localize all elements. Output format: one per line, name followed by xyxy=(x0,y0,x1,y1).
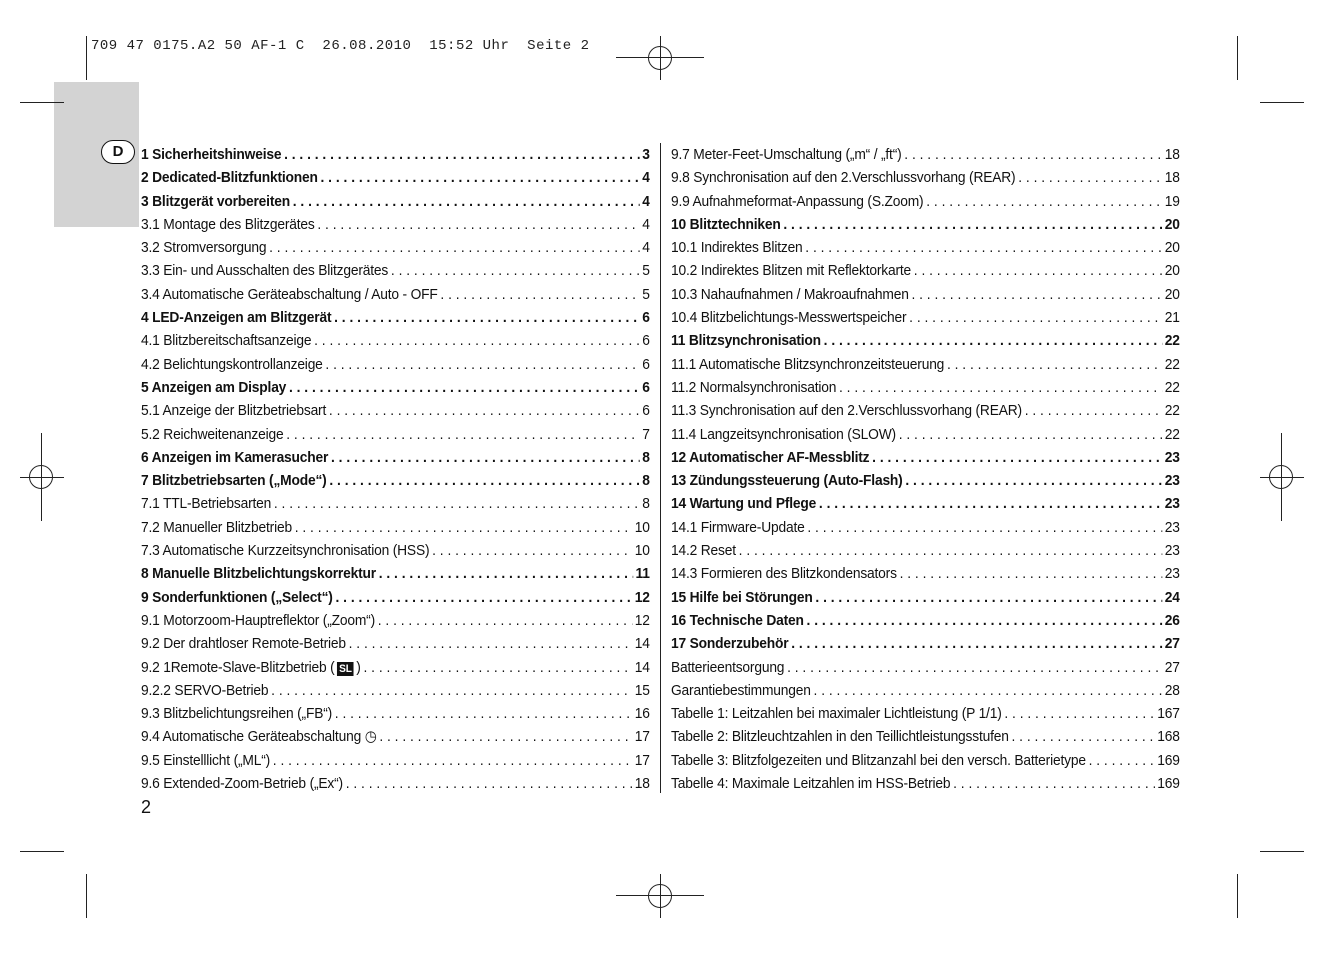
dot-leader xyxy=(739,539,1162,562)
print-header: 709 47 0175.A2 50 AF-1 C 26.08.2010 15:52 Uhr Seite 2 xyxy=(91,38,590,54)
toc-entry-page: 23 xyxy=(1164,448,1180,466)
toc-entry-title: 14.3 Formieren des Blitzkondensators xyxy=(671,565,897,583)
dot-leader xyxy=(926,190,1162,213)
toc-entry-title: 7.2 Manueller Blitzbetrieb xyxy=(141,518,292,536)
dot-leader xyxy=(284,143,639,166)
toc-entry xyxy=(141,772,650,795)
toc-entry-title: 5 Anzeigen am Display xyxy=(141,378,287,396)
toc-entry-page: 23 xyxy=(1164,518,1180,536)
dot-leader xyxy=(274,492,640,515)
dot-leader xyxy=(293,190,640,213)
toc-entry xyxy=(141,562,650,585)
toc-entry xyxy=(671,166,1180,189)
toc-entry xyxy=(141,399,650,422)
crop-mark xyxy=(20,851,64,852)
toc-entry-page: 8 xyxy=(642,448,650,466)
toc-entry xyxy=(671,446,1180,469)
dot-leader xyxy=(325,353,639,376)
toc-entry-title: 9.7 Meter-Feet-Umschaltung („m“ / „ft“) xyxy=(671,146,902,163)
toc-entry-title: 9.5 Einstelllicht („ML“) xyxy=(141,751,271,769)
toc-entry-title: Tabelle 4: Maximale Leitzahlen im HSS-Betrieb xyxy=(671,775,951,793)
registration-mark-icon xyxy=(648,884,672,908)
toc-entry-title: 10.1 Indirektes Blitzen xyxy=(671,239,803,257)
dot-leader xyxy=(346,772,632,795)
dot-leader xyxy=(807,516,1162,539)
dot-leader xyxy=(953,772,1154,795)
dot-leader xyxy=(271,679,632,702)
toc-entry xyxy=(141,236,650,259)
toc-entry xyxy=(671,423,1180,446)
dot-leader xyxy=(839,376,1162,399)
toc-entry-page: 10 xyxy=(634,542,650,560)
toc-entry xyxy=(671,469,1180,492)
toc-entry-title: 3 Blitzgerät vorbereiten xyxy=(141,192,290,210)
toc-entry-page: 8 xyxy=(642,495,650,513)
dot-leader xyxy=(911,283,1162,306)
toc-entry-title: 4.1 Blitzbereitschaftsanzeige xyxy=(141,332,312,350)
toc-entry xyxy=(671,236,1180,259)
toc-entry-title: 7.3 Automatische Kurzzeitsynchronisation (HSS) xyxy=(141,542,430,560)
toc-entry-title: 11.2 Normalsynchronisation xyxy=(671,378,837,396)
dot-leader xyxy=(819,492,1162,515)
dot-leader xyxy=(331,446,640,469)
toc-entry-page: 4 xyxy=(642,239,650,257)
toc-entry-title-suffix: ) xyxy=(356,658,361,676)
toc-entry xyxy=(141,283,650,306)
toc-entry-page: 15 xyxy=(634,681,650,699)
toc-entry xyxy=(671,632,1180,655)
toc-entry-page: 4 xyxy=(642,215,650,233)
toc-entry xyxy=(671,376,1180,399)
toc-entry-title: 15 Hilfe bei Störungen xyxy=(671,588,813,606)
dot-leader xyxy=(321,166,640,189)
toc-entry xyxy=(141,423,650,446)
dot-leader xyxy=(791,632,1162,655)
column-divider xyxy=(660,143,661,793)
toc-entry xyxy=(141,632,650,655)
toc-entry xyxy=(671,190,1180,213)
toc-entry-page: 168 xyxy=(1157,728,1180,746)
toc-entry xyxy=(141,656,650,679)
dot-leader xyxy=(440,283,639,306)
toc-entry-page: 18 xyxy=(1164,169,1180,187)
toc-entry-title: 9 Sonderfunktionen („Select“) xyxy=(141,588,333,606)
dot-leader xyxy=(295,516,632,539)
toc-entry xyxy=(671,586,1180,609)
dot-leader xyxy=(914,259,1162,282)
toc-entry xyxy=(671,306,1180,329)
toc-entry-page: 22 xyxy=(1164,425,1180,443)
toc-entry xyxy=(141,702,650,725)
toc-entry-title: 10.3 Nahaufnahmen / Makroaufnahmen xyxy=(671,285,909,303)
toc-entry-title: 4.2 Belichtungskontrollanzeige xyxy=(141,355,323,373)
toc-entry-title: 14.1 Firmware-Update xyxy=(671,518,805,536)
toc-entry-title: 6 Anzeigen im Kamerasucher xyxy=(141,448,329,466)
toc-entry xyxy=(671,562,1180,585)
registration-mark-icon xyxy=(1269,465,1293,489)
toc-entry-title: 1 Sicherheitshinweise xyxy=(141,146,282,163)
toc-entry-title: 13 Zündungssteuerung (Auto-Flash) xyxy=(671,472,903,490)
toc-entry xyxy=(671,656,1180,679)
toc-entry-page: 22 xyxy=(1164,378,1180,396)
toc-entry xyxy=(141,329,650,352)
dot-leader xyxy=(905,469,1162,492)
toc-entry xyxy=(141,166,650,189)
toc-entry xyxy=(671,143,1180,166)
toc-entry-page: 12 xyxy=(634,611,650,629)
dot-leader xyxy=(815,586,1162,609)
toc-entry-page: 10 xyxy=(634,518,650,536)
toc-entry-title: 10.2 Indirektes Blitzen mit Reflektorkarte xyxy=(671,262,912,280)
dot-leader xyxy=(379,562,633,585)
toc-entry xyxy=(671,679,1180,702)
toc-entry-title: 9.9 Aufnahmeformat-Anpassung (S.Zoom) xyxy=(671,192,924,210)
toc-entry xyxy=(671,749,1180,772)
toc-entry-title: 9.3 Blitzbelichtungsreihen („FB“) xyxy=(141,705,333,723)
dot-leader xyxy=(1018,166,1162,189)
dot-leader xyxy=(273,749,632,772)
toc-entry-title: 5.1 Anzeige der Blitzbetriebsart xyxy=(141,402,327,420)
toc-entry-title: 11 Blitzsynchronisation xyxy=(671,332,821,350)
toc-entry-page: 11 xyxy=(635,565,650,583)
slave-mode-icon: SL xyxy=(339,662,352,675)
dot-leader xyxy=(783,213,1162,236)
toc-entry-title: 7.1 TTL-Betriebsarten xyxy=(141,495,272,513)
toc-entry xyxy=(141,725,650,748)
toc-entry xyxy=(671,609,1180,632)
toc-entry xyxy=(671,492,1180,515)
toc-entry-page: 6 xyxy=(642,332,650,350)
toc-entry xyxy=(671,399,1180,422)
toc-entry xyxy=(141,469,650,492)
toc-entry-page: 5 xyxy=(642,262,650,280)
toc-entry xyxy=(141,306,650,329)
crop-mark xyxy=(1260,102,1304,103)
toc-entry-page: 23 xyxy=(1164,565,1180,583)
toc-entry xyxy=(141,516,650,539)
dot-leader xyxy=(286,423,639,446)
toc-entry-page: 22 xyxy=(1164,402,1180,420)
toc-entry-title: 5.2 Reichweitenanzeige xyxy=(141,425,284,443)
toc-entry-page: 6 xyxy=(642,378,650,396)
dot-leader xyxy=(314,329,639,352)
toc-entry xyxy=(671,353,1180,376)
toc-entry-title: 9.4 Automatische Geräteabschaltung ◷ xyxy=(141,728,377,746)
toc-entry-title: 9.6 Extended-Zoom-Betrieb („Ex“) xyxy=(141,775,343,793)
toc-entry-page: 14 xyxy=(634,635,650,653)
toc-entry xyxy=(141,376,650,399)
toc-entry-page: 167 xyxy=(1157,705,1180,723)
toc-entry-page: 12 xyxy=(634,588,650,606)
toc-entry xyxy=(141,492,650,515)
toc-entry-title: Tabelle 2: Blitzleuchtzahlen in den Teillichtleistungsstufen xyxy=(671,728,1009,746)
toc-entry xyxy=(671,259,1180,282)
toc-entry-page: 19 xyxy=(1164,192,1180,210)
toc-entry-page: 27 xyxy=(1164,635,1180,653)
toc-entry xyxy=(671,329,1180,352)
toc-entry-page: 27 xyxy=(1164,658,1180,676)
toc-entry-page: 14 xyxy=(634,658,650,676)
dot-leader xyxy=(909,306,1162,329)
toc-entry-page: 17 xyxy=(634,751,650,769)
toc-entry xyxy=(671,213,1180,236)
toc-entry-page: 18 xyxy=(1164,146,1180,163)
dot-leader xyxy=(335,702,632,725)
toc-entry-page: 4 xyxy=(642,169,650,187)
toc-entry xyxy=(671,283,1180,306)
toc-entry-title: 11.4 Langzeitsynchronisation (SLOW) xyxy=(671,425,896,443)
toc-entry-page: 18 xyxy=(634,775,650,793)
toc-entry-page: 22 xyxy=(1164,355,1180,373)
toc-entry xyxy=(141,539,650,562)
toc-entry-page: 16 xyxy=(634,705,650,723)
dot-leader xyxy=(363,656,632,679)
dot-leader xyxy=(805,236,1162,259)
toc-entry-page: 20 xyxy=(1164,262,1180,280)
toc-entry-title: 8 Manuelle Blitzbelichtungskorrektur xyxy=(141,565,376,583)
toc-entry xyxy=(671,702,1180,725)
toc-entry-page: 169 xyxy=(1157,751,1180,769)
toc-entry xyxy=(671,539,1180,562)
toc-entry-title: Tabelle 1: Leitzahlen bei maximaler Lichtleistung (P 1/1) xyxy=(671,705,1002,723)
dot-leader xyxy=(1089,749,1155,772)
toc-entry-page: 4 xyxy=(642,192,650,210)
toc-entry xyxy=(141,259,650,282)
toc-entry-page: 6 xyxy=(642,309,650,327)
toc-entry-page: 5 xyxy=(642,285,650,303)
toc-entry xyxy=(671,516,1180,539)
toc-entry-title: 14.2 Reset xyxy=(671,542,736,560)
toc-entry-page: 20 xyxy=(1164,239,1180,257)
toc-entry-page: 23 xyxy=(1164,495,1180,513)
toc-entry xyxy=(141,586,650,609)
dot-leader xyxy=(379,725,632,748)
toc-entry-title: 2 Dedicated-Blitzfunktionen xyxy=(141,169,318,187)
toc-entry-title: 16 Technische Daten xyxy=(671,611,804,629)
registration-mark-icon xyxy=(648,46,672,70)
crop-mark xyxy=(86,36,87,80)
toc-entry-title: 4 LED-Anzeigen am Blitzgerät xyxy=(141,309,332,327)
dot-leader xyxy=(787,656,1162,679)
toc-entry-page: 17 xyxy=(634,728,650,746)
dot-leader xyxy=(900,562,1162,585)
language-badge: D xyxy=(101,140,135,164)
toc-entry-page: 23 xyxy=(1164,542,1180,560)
dot-leader xyxy=(1025,399,1162,422)
toc-entry xyxy=(141,749,650,772)
dot-leader xyxy=(1004,702,1154,725)
toc-entry-page: 21 xyxy=(1164,309,1180,327)
dot-leader xyxy=(904,143,1162,166)
toc-entry-title: 3.1 Montage des Blitzgerätes xyxy=(141,215,315,233)
toc-entry-title: 11.3 Synchronisation auf den 2.Verschlussvorhang (REAR) xyxy=(671,402,1022,420)
toc-entry-title: 3.3 Ein- und Ausschalten des Blitzgerätes xyxy=(141,262,389,280)
page-number: 2 xyxy=(141,797,152,817)
dot-leader xyxy=(329,399,640,422)
dot-leader xyxy=(269,236,639,259)
toc-entry-title: 9.1 Motorzoom-Hauptreflektor („Zoom“) xyxy=(141,611,375,629)
dot-leader xyxy=(391,259,640,282)
toc-entry-title: Batterieentsorgung xyxy=(671,658,785,676)
toc-entry-title: Garantiebestimmungen xyxy=(671,681,811,699)
toc-entry xyxy=(141,190,650,213)
toc-entry-page: 24 xyxy=(1164,588,1180,606)
toc-entry-page: 3 xyxy=(642,146,650,163)
toc-entry-page: 20 xyxy=(1164,215,1180,233)
toc-entry-title: Tabelle 3: Blitzfolgezeiten und Blitzanzahl bei den versch. Batterietype xyxy=(671,751,1086,769)
toc-entry-title: 10 Blitztechniken xyxy=(671,215,781,233)
crop-mark xyxy=(1260,851,1304,852)
toc-entry-page: 6 xyxy=(642,402,650,420)
toc-entry-title: 7 Blitzbetriebsarten („Mode“) xyxy=(141,472,327,490)
crop-mark xyxy=(20,102,64,103)
toc-entry-title: 9.8 Synchronisation auf den 2.Verschlussvorhang (REAR) xyxy=(671,169,1016,187)
toc-entry-page: 22 xyxy=(1164,332,1180,350)
dot-leader xyxy=(872,446,1162,469)
toc-entry xyxy=(141,446,650,469)
dot-leader xyxy=(329,469,639,492)
toc-entry xyxy=(141,679,650,702)
toc-entry-page: 23 xyxy=(1164,472,1180,490)
toc-entry-page: 26 xyxy=(1164,611,1180,629)
toc-entry-title: 3.4 Automatische Geräteabschaltung / Auto - OFF xyxy=(141,285,438,303)
dot-leader xyxy=(334,306,639,329)
dot-leader xyxy=(432,539,632,562)
dot-leader xyxy=(899,423,1162,446)
dot-leader xyxy=(824,329,1162,352)
dot-leader xyxy=(807,609,1162,632)
toc-entry-title: 12 Automatischer AF-Messblitz xyxy=(671,448,870,466)
toc-entry-title: 10.4 Blitzbelichtungs-Messwertspeicher xyxy=(671,309,907,327)
toc-entry-title: 11.1 Automatische Blitzsynchronzeitsteuerung xyxy=(671,355,945,373)
crop-mark xyxy=(1237,36,1238,80)
toc-entry-page: 8 xyxy=(642,472,650,490)
toc-entry-page: 28 xyxy=(1164,681,1180,699)
toc-entry-title: 17 Sonderzubehör xyxy=(671,635,789,653)
toc-entry xyxy=(141,143,650,166)
toc-entry xyxy=(141,609,650,632)
crop-mark xyxy=(1237,874,1238,918)
dot-leader xyxy=(947,353,1162,376)
toc-right-column xyxy=(671,143,1180,795)
toc-entry-page: 7 xyxy=(642,425,650,443)
dot-leader xyxy=(317,213,639,236)
registration-mark-icon xyxy=(29,465,53,489)
toc-entry-page: 6 xyxy=(642,355,650,373)
dot-leader xyxy=(289,376,640,399)
toc-left-column xyxy=(141,143,650,795)
crop-mark xyxy=(86,874,87,918)
dot-leader xyxy=(335,586,632,609)
toc-entry xyxy=(141,353,650,376)
toc-entry xyxy=(671,772,1180,795)
dot-leader xyxy=(378,609,632,632)
toc-entry-title: 3.2 Stromversorgung xyxy=(141,239,267,257)
toc-entry-title: 9.2 1Remote-Slave-Blitzbetrieb ( xyxy=(141,658,335,676)
toc-entry-page: 20 xyxy=(1164,285,1180,303)
dot-leader xyxy=(814,679,1162,702)
dot-leader xyxy=(1012,725,1155,748)
toc-entry xyxy=(671,725,1180,748)
toc-entry-title: 9.2 Der drahtloser Remote-Betrieb xyxy=(141,635,346,653)
dot-leader xyxy=(349,632,632,655)
toc-entry xyxy=(141,213,650,236)
toc-entry-title: 14 Wartung und Pflege xyxy=(671,495,817,513)
toc-entry-page: 169 xyxy=(1157,775,1180,793)
toc-entry-title: 9.2.2 SERVO-Betrieb xyxy=(141,681,269,699)
